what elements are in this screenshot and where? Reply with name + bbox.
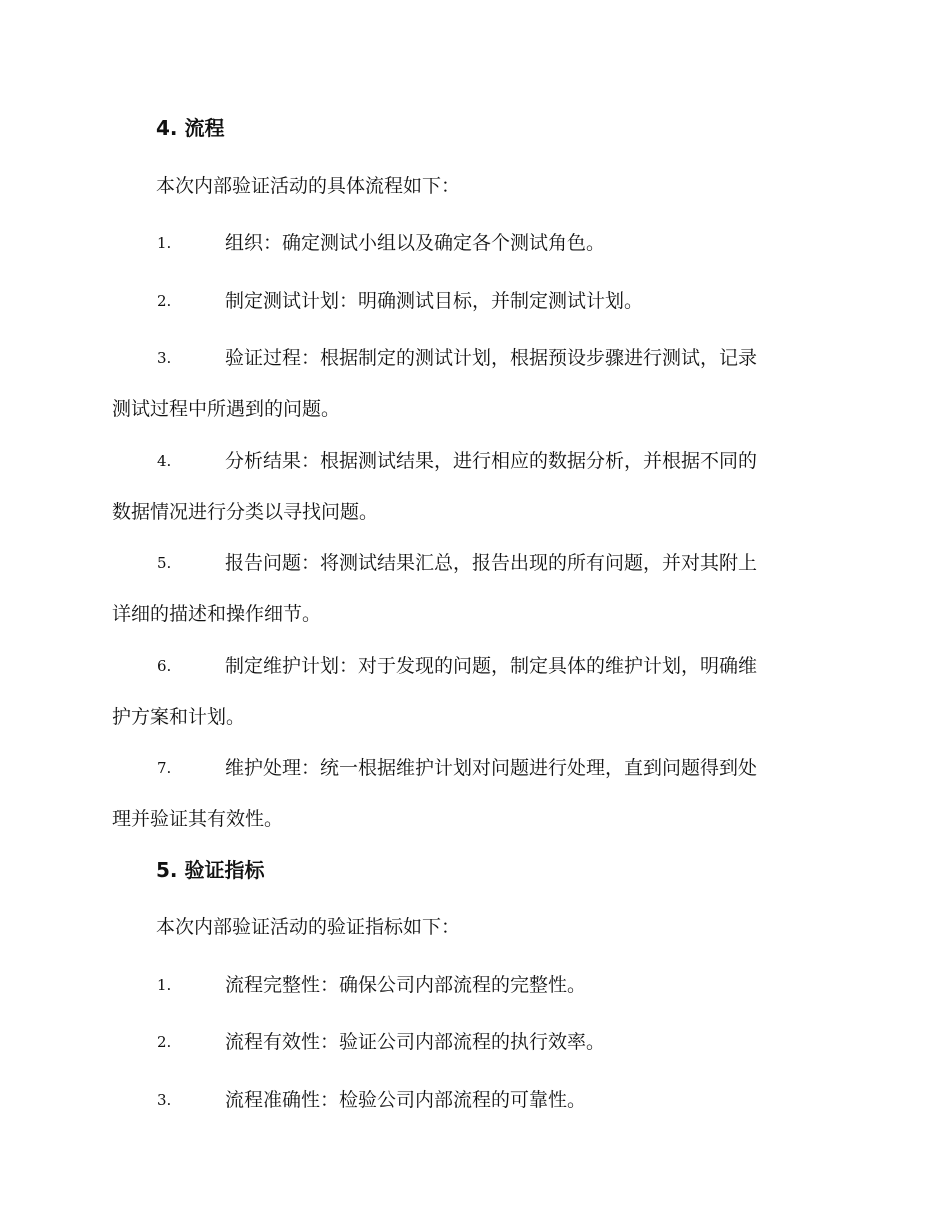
item-text-continued: 护方案和计划。 xyxy=(112,706,246,728)
process-item-6 xyxy=(112,652,834,731)
process-item-7 xyxy=(112,754,834,833)
process-item-2 xyxy=(112,287,834,315)
item-text: 报告问题：将测试结果汇总，报告出现的所有问题，并对其附上 xyxy=(225,552,758,574)
item-number: 1. xyxy=(157,976,172,994)
item-text: 流程准确性：检验公司内部流程的可靠性。 xyxy=(225,1089,587,1111)
item-text: 制定测试计划：明确测试目标，并制定测试计划。 xyxy=(225,290,644,312)
item-text-continued: 理并验证其有效性。 xyxy=(112,808,284,830)
section-4-intro: 本次内部验证活动的具体流程如下： xyxy=(156,175,461,197)
item-number: 7. xyxy=(157,759,172,777)
metric-item-3 xyxy=(112,1086,834,1114)
item-text: 制定维护计划：对于发现的问题，制定具体的维护计划，明确维 xyxy=(225,655,758,677)
item-number: 2. xyxy=(157,292,172,310)
process-item-4 xyxy=(112,447,834,526)
item-number: 3. xyxy=(157,1091,172,1109)
item-text-continued: 测试过程中所遇到的问题。 xyxy=(112,398,341,420)
item-text: 组织：确定测试小组以及确定各个测试角色。 xyxy=(225,232,606,254)
process-item-5 xyxy=(112,549,834,628)
item-number: 3. xyxy=(157,349,172,367)
item-text: 流程完整性：确保公司内部流程的完整性。 xyxy=(225,974,587,996)
process-item-3 xyxy=(112,344,834,423)
item-number: 1. xyxy=(157,234,172,252)
process-item-1 xyxy=(112,229,834,257)
item-number: 2. xyxy=(157,1033,172,1051)
item-text-continued: 数据情况进行分类以寻找问题。 xyxy=(112,501,379,523)
metric-item-1 xyxy=(112,971,834,999)
section-4-heading: 4. 流程 xyxy=(156,116,225,140)
item-text: 流程有效性：验证公司内部流程的执行效率。 xyxy=(225,1031,606,1053)
item-number: 6. xyxy=(157,657,172,675)
section-5-intro: 本次内部验证活动的验证指标如下： xyxy=(156,916,461,938)
item-text: 维护处理：统一根据维护计划对问题进行处理，直到问题得到处 xyxy=(225,757,758,779)
section-5-heading: 5. 验证指标 xyxy=(156,858,265,882)
item-text: 验证过程：根据制定的测试计划，根据预设步骤进行测试，记录 xyxy=(225,347,758,369)
item-text-continued: 详细的描述和操作细节。 xyxy=(112,603,322,625)
item-text: 分析结果：根据测试结果，进行相应的数据分析，并根据不同的 xyxy=(225,450,758,472)
item-number: 4. xyxy=(157,452,172,470)
metric-item-2 xyxy=(112,1028,834,1056)
item-number: 5. xyxy=(157,554,172,572)
